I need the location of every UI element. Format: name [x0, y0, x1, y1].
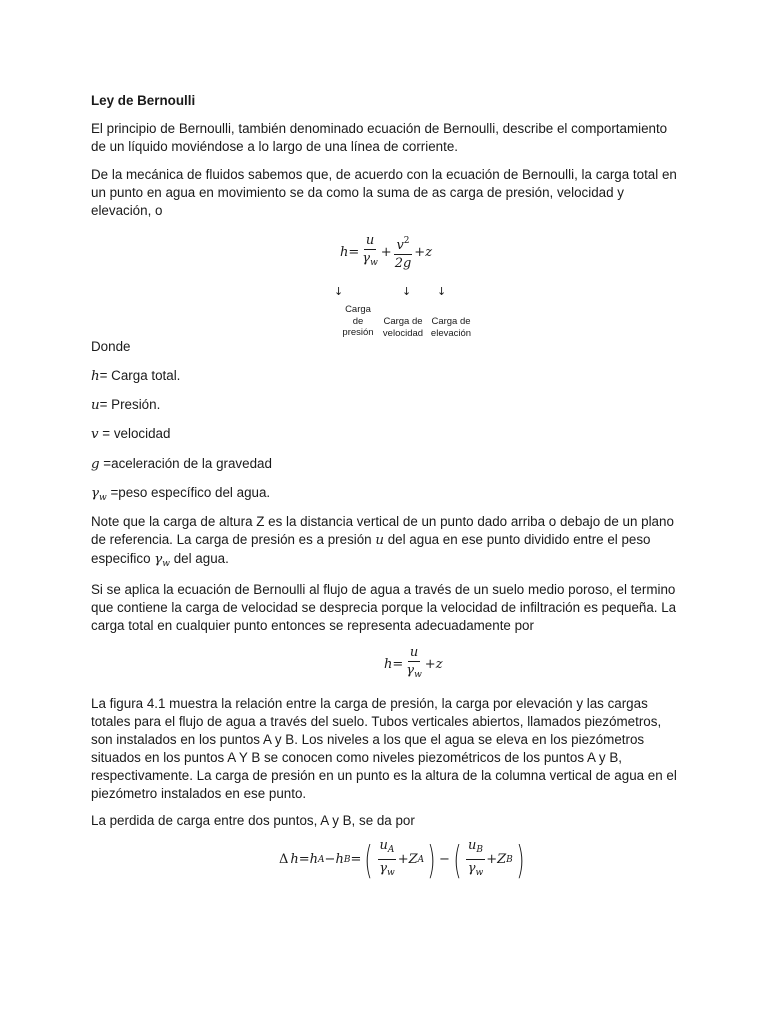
eq1-z: z: [425, 244, 433, 260]
note-paragraph: Note que la carga de altura Z es la distancia vertical de un punto dado arriba o debajo de un plano de referencia. La carga de presión es a presión u del agua en ese punto dividido entre el peso especifico $\gamma_w$ del agua.: [91, 514, 674, 569]
eq3-delta: Δ: [279, 852, 289, 867]
mechanics-paragraph: De la mecánica de fluidos sabemos que, de acuerdo con la ecuación de Bernoulli, la carga total en un punto en agua en movimiento se da como la suma de as carga de presión, velocidad y elevación, o: [91, 167, 677, 218]
eq1-2g: 2g: [394, 255, 412, 271]
eq1-plus-1: +: [380, 244, 392, 260]
label-velocity-head: Carga de velocidad: [382, 316, 424, 339]
eq1-h: h: [340, 244, 349, 260]
eq1-velocity-fraction: [393, 234, 414, 271]
bernoulli-equation: [340, 233, 432, 271]
eq1-gamma: γ: [362, 251, 371, 266]
eq3-fraction-b: $\frac{u_B}{\gamma_w}$: [467, 838, 484, 878]
donde-label: Donde: [91, 339, 131, 354]
eq1-u: u: [365, 233, 375, 248]
eq2-equals: =: [392, 656, 404, 672]
figure-paragraph: La figura 4.1 muestra la relación entre la carga de presión, la carga por elevación y las cargas totales para el flujo de agua a través del suelo. Tubos verticales abiertos, llamados piezómetros, son instalados en los puntos A y B. Los niveles a los que el agua se eleva en los piezómetros situados en los puntos A Y B se conocen como niveles piezométricos de los puntos A y B, respectivamente. La carga de presión en un punto es la altura de la columna vertical de agua en el piezómetro instalados en ese punto.: [91, 696, 677, 801]
eq3-left-paren-a: (: [364, 837, 373, 882]
eq2-h: h: [384, 656, 393, 672]
eq1-plus-2: +: [414, 244, 426, 260]
eq3-left-paren-b: (: [453, 837, 462, 882]
arrow-pressure-icon: ↓: [334, 285, 344, 298]
def-gamma-w: $\gamma_w$ =peso específico del agua.: [91, 485, 271, 503]
label-elevation-head: Carga de elevación: [430, 316, 472, 339]
eq3-right-paren-a: ): [427, 837, 436, 882]
arrow-elevation-icon: ↓: [437, 285, 447, 298]
def-v: v = velocidad: [91, 426, 171, 442]
document-title: Ley de Bernoulli: [91, 93, 196, 108]
label-pressure-head: Carga de presión: [342, 304, 374, 338]
eq3-right-paren-b: ): [516, 837, 525, 882]
eq1-w: w: [370, 258, 378, 268]
eq3-fraction-a: $\frac{u_A}{\gamma_w}$: [379, 838, 395, 878]
eq1-equals: =: [348, 244, 360, 260]
eq1-v: v: [396, 237, 404, 253]
eq1-pressure-fraction: [360, 233, 380, 271]
head-loss-equation: Δ h = h A − h B = ( $\frac{u_A}{\gamma_w}$ + Z A ) − ( $\frac{u_B}{\gamma_w}$ + Z B ): [279, 837, 525, 882]
porous-paragraph: Si se aplica la ecuación de Bernoulli al flujo de agua a través de un suelo medio poroso, el termino que contiene la carga de velocidad se desprecia porque la velocidad de infiltración es pequeña. La carga total en cualquier punto entonces se representa adecuadamente por: [91, 582, 677, 633]
def-u: u= Presión.: [91, 397, 161, 413]
eq1-square: 2: [403, 235, 410, 246]
eq2-pressure-fraction: $\frac{u}{\gamma_w}$: [406, 645, 422, 680]
eq2-plus: +: [424, 656, 436, 672]
def-g: g =aceleración de la gravedad: [91, 456, 272, 472]
arrow-velocity-icon: ↓: [402, 285, 412, 298]
def-h: h= Carga total.: [91, 368, 181, 384]
eq2-z: z: [435, 656, 443, 672]
simplified-equation: [384, 645, 443, 683]
intro-paragraph: El principio de Bernoulli, también denominado ecuación de Bernoulli, describe el comportamiento de un líquido moviéndose a lo largo de una línea de corriente.: [91, 121, 668, 154]
loss-paragraph: La perdida de carga entre dos puntos, A y B, se da por: [91, 813, 415, 828]
